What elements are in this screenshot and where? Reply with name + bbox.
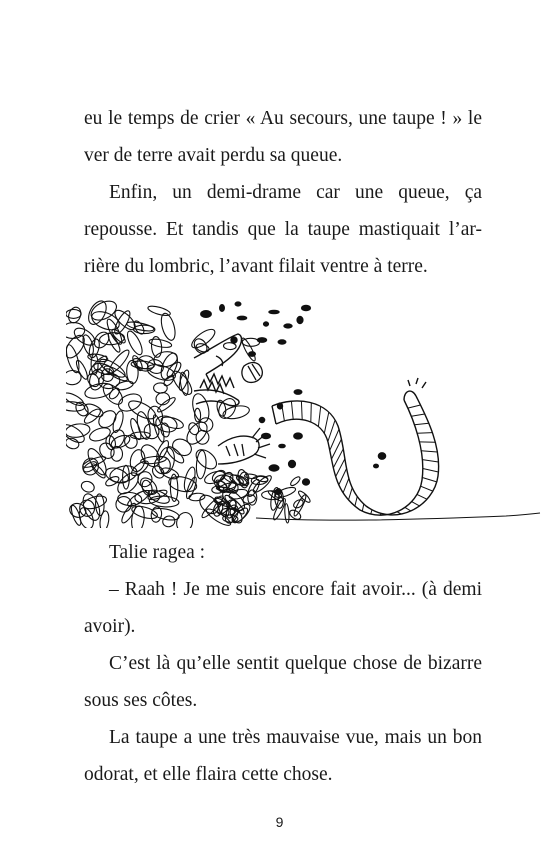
dirt-clod [201, 311, 212, 318]
dirt-clod [220, 305, 225, 312]
earthworm [272, 378, 439, 515]
dirt-scribble [159, 312, 178, 342]
worm-segment-line [421, 451, 437, 452]
dirt-clod [263, 322, 268, 326]
dirt-clod [279, 444, 286, 448]
dirt-clod [302, 479, 309, 485]
worm-segment-line [324, 412, 329, 433]
text-line: C’est là qu’elle sentit quelque chose de bizarre [109, 653, 482, 674]
dirt-scribble [215, 396, 239, 422]
text-line: eu le temps de crier « Au secours, une taupe ! » le [84, 108, 482, 129]
worm-segment-line [422, 460, 438, 462]
page-number: 9 [275, 814, 284, 830]
worm-segment-line [371, 510, 372, 514]
dirt-scribble [111, 410, 125, 434]
dirt-scribble [151, 506, 180, 522]
dirt-clod [378, 453, 386, 460]
dirt-scribble [284, 503, 289, 523]
paragraph-5 [84, 645, 482, 719]
worm-segment-line [415, 423, 429, 425]
dirt-clod [294, 433, 303, 439]
worm-segment-line [397, 512, 401, 514]
dirt-scribble [66, 421, 87, 446]
mole-eating-worm-illustration [66, 296, 544, 528]
dirt-scribble [156, 396, 177, 414]
worm-segment-line [301, 401, 302, 420]
dirt-scribble [69, 504, 82, 526]
worm-segment-line [355, 497, 357, 507]
dirt-clod [288, 460, 295, 467]
text-line: – Raah ! Je me suis encore fait avoir... (à demi [109, 579, 482, 600]
dirt-scribble [126, 360, 138, 384]
dirt-scribble [106, 427, 127, 450]
paragraph-4 [84, 571, 482, 645]
text-line: La taupe a une très mauvaise vue, mais un bon [109, 727, 482, 748]
worm-segment-line [417, 433, 432, 434]
dirt-scribble [162, 515, 176, 528]
dirt-clod [297, 316, 303, 323]
dirt-scribble [242, 494, 256, 505]
dirt-scribble [153, 383, 167, 394]
text-line: Talie ragea : [109, 542, 206, 563]
text-line: Enfin, un demi-drame car une queue, ça [109, 182, 482, 203]
dirt-clod [259, 417, 265, 422]
worm-segment-line [405, 507, 411, 511]
worm-segment-line [362, 504, 364, 511]
worm-segment-line [423, 469, 439, 473]
dirt-clod [269, 465, 279, 471]
worm-segment-line [421, 486, 433, 491]
text-line: ver de terre avait perdu sa queue. [84, 145, 343, 166]
worm-segment-line [422, 478, 436, 482]
worm-segment-line [349, 488, 353, 500]
dirt-clod [269, 310, 279, 314]
dirt-clod [237, 316, 247, 320]
dirt-clod [374, 464, 379, 468]
text-line: avoir). [84, 616, 136, 637]
dirt-scribble [88, 425, 112, 443]
mole-paw [218, 428, 270, 464]
dirt-scribble [129, 459, 150, 479]
text-line: rière du lombric, l’avant filait ventre à terre. [84, 256, 428, 277]
dirt-scribble [67, 305, 83, 324]
worm-segment-line [417, 494, 427, 499]
text-line: sous ses côtes. [84, 690, 198, 711]
dirt-clod [294, 390, 302, 395]
worm-segment-line [411, 414, 425, 416]
dirt-scribble [97, 440, 117, 461]
dirt-scribble [289, 475, 301, 487]
worm-segment-line [339, 469, 347, 485]
dirt-scribble [189, 493, 206, 502]
worm-segment-line [311, 403, 312, 422]
dirt-scribble [66, 370, 81, 385]
worm-segment-line [389, 514, 392, 515]
dirt-clod [301, 305, 310, 310]
worm-segment-line [408, 405, 421, 408]
dirt-scribble [66, 436, 80, 450]
dirt-scribble [100, 381, 126, 408]
dirt-scribble [80, 480, 96, 494]
paragraph-2 [84, 174, 482, 285]
text-line: repousse. Et tandis que la taupe mastiquait l’ar- [84, 219, 482, 240]
paragraph-6 [84, 719, 482, 793]
dirt-clod [257, 338, 266, 343]
worm-segment-line [412, 502, 420, 506]
dirt-clod [278, 340, 286, 345]
paragraph-1 [84, 100, 482, 174]
dirt-scribble [96, 407, 120, 430]
paragraph-3 [84, 534, 482, 571]
worm-segment-line [291, 401, 293, 419]
dirt-clod [274, 490, 282, 495]
dirt-scribble [74, 359, 89, 381]
worm-segment-line [343, 478, 349, 492]
text-line: odorat, et elle flaira cette chose. [84, 764, 333, 785]
worm-segment-line [328, 420, 335, 442]
dirt-scribble [66, 391, 85, 408]
dirt-scribble [66, 343, 82, 374]
dirt-clod [235, 302, 241, 306]
dirt-clod [284, 324, 292, 328]
dirt-scribble [99, 510, 110, 528]
dirt-clod [249, 352, 256, 357]
worm-segment-line [318, 406, 320, 426]
dirt-scribble [147, 304, 171, 317]
worm-tail-piece [242, 363, 262, 383]
